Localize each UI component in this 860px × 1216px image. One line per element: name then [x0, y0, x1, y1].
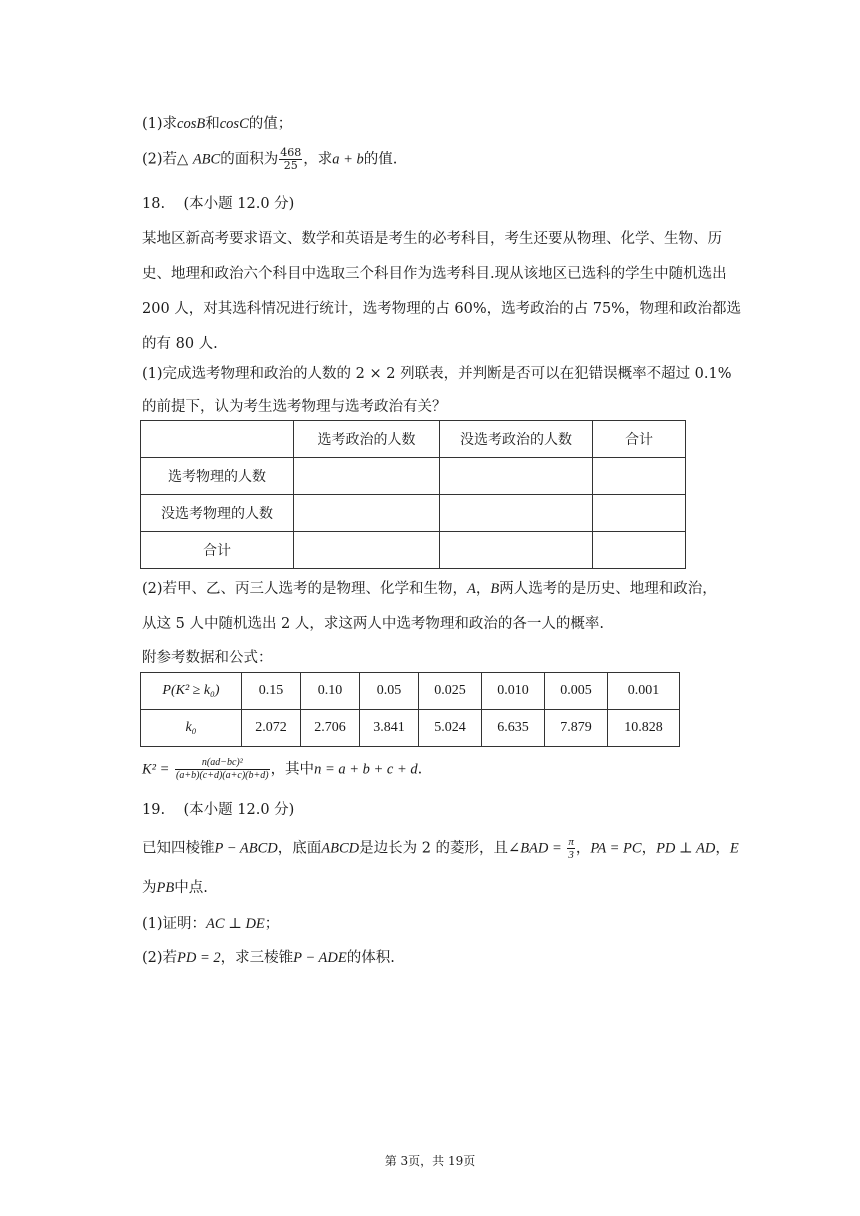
q17-part2-mid2: ，求	[303, 151, 333, 168]
math-a-plus-b: a + b	[332, 151, 364, 168]
table-cell[interactable]	[440, 532, 593, 569]
q19-text: 为	[142, 880, 157, 896]
question-points: (本小题 12.0 分)	[183, 196, 295, 212]
q18-part2-tail: 两人选考的是历史、地理和政治，	[499, 581, 717, 597]
table-row	[141, 673, 680, 710]
fraction-numerator: π	[568, 836, 574, 848]
table-cell: 0.15	[242, 673, 301, 710]
math-ABC: ABC	[192, 151, 221, 168]
fraction-denominator: 25	[283, 159, 298, 172]
table-cell: 0.05	[360, 673, 419, 710]
math-angle: ∠BAD =	[508, 840, 562, 857]
table-cell: 0.025	[419, 673, 482, 710]
q17-part1-tail: 的值；	[248, 116, 293, 132]
fraction-numerator: n(ad−bc)²	[175, 757, 270, 770]
q18-stem-line-4: 的有 80 人.	[142, 336, 218, 352]
table-cell: 0.10	[301, 673, 360, 710]
fraction-denominator: (a+b)(c+d)(a+c)(b+d)	[176, 770, 269, 781]
q17-part2-mid: 的面积为	[220, 151, 279, 168]
table-cell: 3.841	[360, 710, 419, 747]
q19-text: 已知四棱锥	[142, 840, 215, 857]
table-row-label: 合计	[141, 532, 294, 569]
table-cell[interactable]	[294, 458, 440, 495]
math-cosB: cosB	[177, 116, 206, 132]
q18-part2-comma: ，	[475, 581, 491, 597]
question-number: 18.	[142, 196, 166, 212]
q19-part1-lead: (1)证明：	[142, 916, 207, 932]
table-header-cell: 没选考政治的人数	[440, 421, 593, 458]
q19-part1	[142, 912, 279, 933]
q19-part2	[142, 946, 395, 967]
table-row-label: P(K² ≥ k₀)	[141, 673, 242, 710]
q19-stem-line-2	[142, 876, 208, 897]
table-header-cell: 合计	[593, 421, 686, 458]
critical-value-table	[140, 672, 680, 747]
table-row-label: 选考物理的人数	[141, 458, 294, 495]
math-perpendicular-AC-DE: AC ⊥ DE	[206, 916, 265, 932]
reference-title: 附参考数据和公式：	[142, 650, 273, 666]
chi-square-fraction	[175, 757, 270, 782]
q19-text: ，	[641, 840, 657, 857]
q18-stem-line-1: 某地区新高考要求语文、数学和英语是考生的必考科目，考生还要从物理、化学、生物、历	[142, 231, 722, 247]
math-B: B	[490, 581, 500, 597]
q17-part1	[142, 112, 292, 133]
q17-part1-and: 和	[205, 116, 220, 132]
q17-part1-lead: (1)求	[142, 116, 178, 132]
q19-header	[142, 798, 294, 819]
q18-part2-line-1	[142, 577, 717, 598]
q19-text: 是边长为 2 的菱形，且	[359, 840, 509, 857]
q19-text: ，底面	[277, 840, 322, 857]
table-cell: 10.828	[608, 710, 680, 747]
math-pyramid-PADE: P − ADE	[293, 950, 347, 966]
math-base: ABCD	[321, 840, 360, 857]
table-cell[interactable]	[593, 458, 686, 495]
math-K2: K² =	[142, 761, 170, 778]
table-row-label: 没选考物理的人数	[141, 495, 294, 532]
question-number: 19.	[142, 802, 166, 818]
table-cell[interactable]	[294, 532, 440, 569]
math-E: E	[729, 840, 739, 857]
table-row	[141, 710, 680, 747]
fraction-area	[279, 147, 302, 172]
q17-part2-lead: (2)若	[142, 151, 178, 168]
table-row	[141, 532, 686, 569]
table-cell: 2.072	[242, 710, 301, 747]
page-footer: 第 3页，共 19页	[384, 1154, 476, 1168]
q18-part2-lead: (2)若甲、乙、丙三人选考的是物理、化学和生物，	[142, 581, 468, 597]
formula-tail: .	[417, 761, 423, 778]
table-cell[interactable]	[294, 495, 440, 532]
question-points: (本小题 12.0 分)	[183, 802, 295, 818]
table-cell: 0.001	[608, 673, 680, 710]
table-cell: 0.010	[482, 673, 545, 710]
q17-part2	[142, 147, 397, 172]
table-cell[interactable]	[593, 495, 686, 532]
table-row-label: k₀	[141, 710, 242, 747]
q19-part2-tail: 的体积.	[346, 950, 395, 966]
q18-stem-line-2: 史、地理和政治六个科目中选取三个科目作为选考科目.现从该地区已选科的学生中随机选出	[142, 266, 727, 282]
chi-square-formula	[142, 757, 422, 782]
table-cell: 0.005	[545, 673, 608, 710]
math-perpendicular: PD ⊥ AD	[656, 840, 716, 857]
math-n-sum: n = a + b + c + d	[314, 761, 418, 778]
table-cell: 2.706	[301, 710, 360, 747]
table-cell: 7.879	[545, 710, 608, 747]
table-header-row	[141, 421, 686, 458]
q18-stem-line-3: 200 人，对其选科情况进行统计，选考物理的占 60%，选考政治的占 75%，物理和政治都选	[142, 301, 741, 317]
table-row	[141, 495, 686, 532]
q18-part2-line-2: 从这 5 人中随机选出 2 人，求这两人中选考物理和政治的各一人的概率.	[142, 616, 604, 632]
triangle-symbol: △	[177, 151, 189, 168]
table-header-cell	[141, 421, 294, 458]
table-cell[interactable]	[440, 458, 593, 495]
math-PD-value: PD = 2	[177, 950, 221, 966]
q17-part2-tail: 的值.	[363, 151, 398, 168]
q19-part2-mid: ，求三棱锥	[220, 950, 294, 966]
q19-text: 中点.	[174, 880, 208, 896]
q18-part1-line-1: (1)完成选考物理和政治的人数的 2 × 2 列联表，并判断是否可以在犯错误概率不超过 0.1%	[142, 366, 732, 382]
q18-header	[142, 192, 294, 213]
formula-mid: ，其中	[270, 761, 315, 778]
q19-text: ，	[575, 840, 591, 857]
math-pyramid: P − ABCD	[214, 840, 278, 857]
math-equal-edges: PA = PC	[590, 840, 642, 857]
fraction-denominator: 3	[568, 849, 574, 861]
q19-text: ，	[715, 840, 730, 857]
math-cosC: cosC	[219, 116, 249, 132]
fraction-pi-over-3	[567, 836, 575, 861]
table-cell[interactable]	[440, 495, 593, 532]
math-A: A	[467, 581, 476, 597]
table-cell[interactable]	[593, 532, 686, 569]
table-row	[141, 458, 686, 495]
table-cell: 5.024	[419, 710, 482, 747]
q19-part1-tail: ；	[264, 916, 280, 932]
table-cell: 6.635	[482, 710, 545, 747]
math-PB: PB	[156, 880, 175, 896]
q19-stem-line-1	[142, 836, 739, 861]
fraction-numerator: 468	[280, 146, 302, 159]
q19-part2-lead: (2)若	[142, 950, 178, 966]
contingency-table	[140, 420, 686, 569]
q18-part1-line-2: 的前提下，认为考生选考物理与选考政治有关？	[142, 399, 447, 415]
table-header-cell: 选考政治的人数	[294, 421, 440, 458]
